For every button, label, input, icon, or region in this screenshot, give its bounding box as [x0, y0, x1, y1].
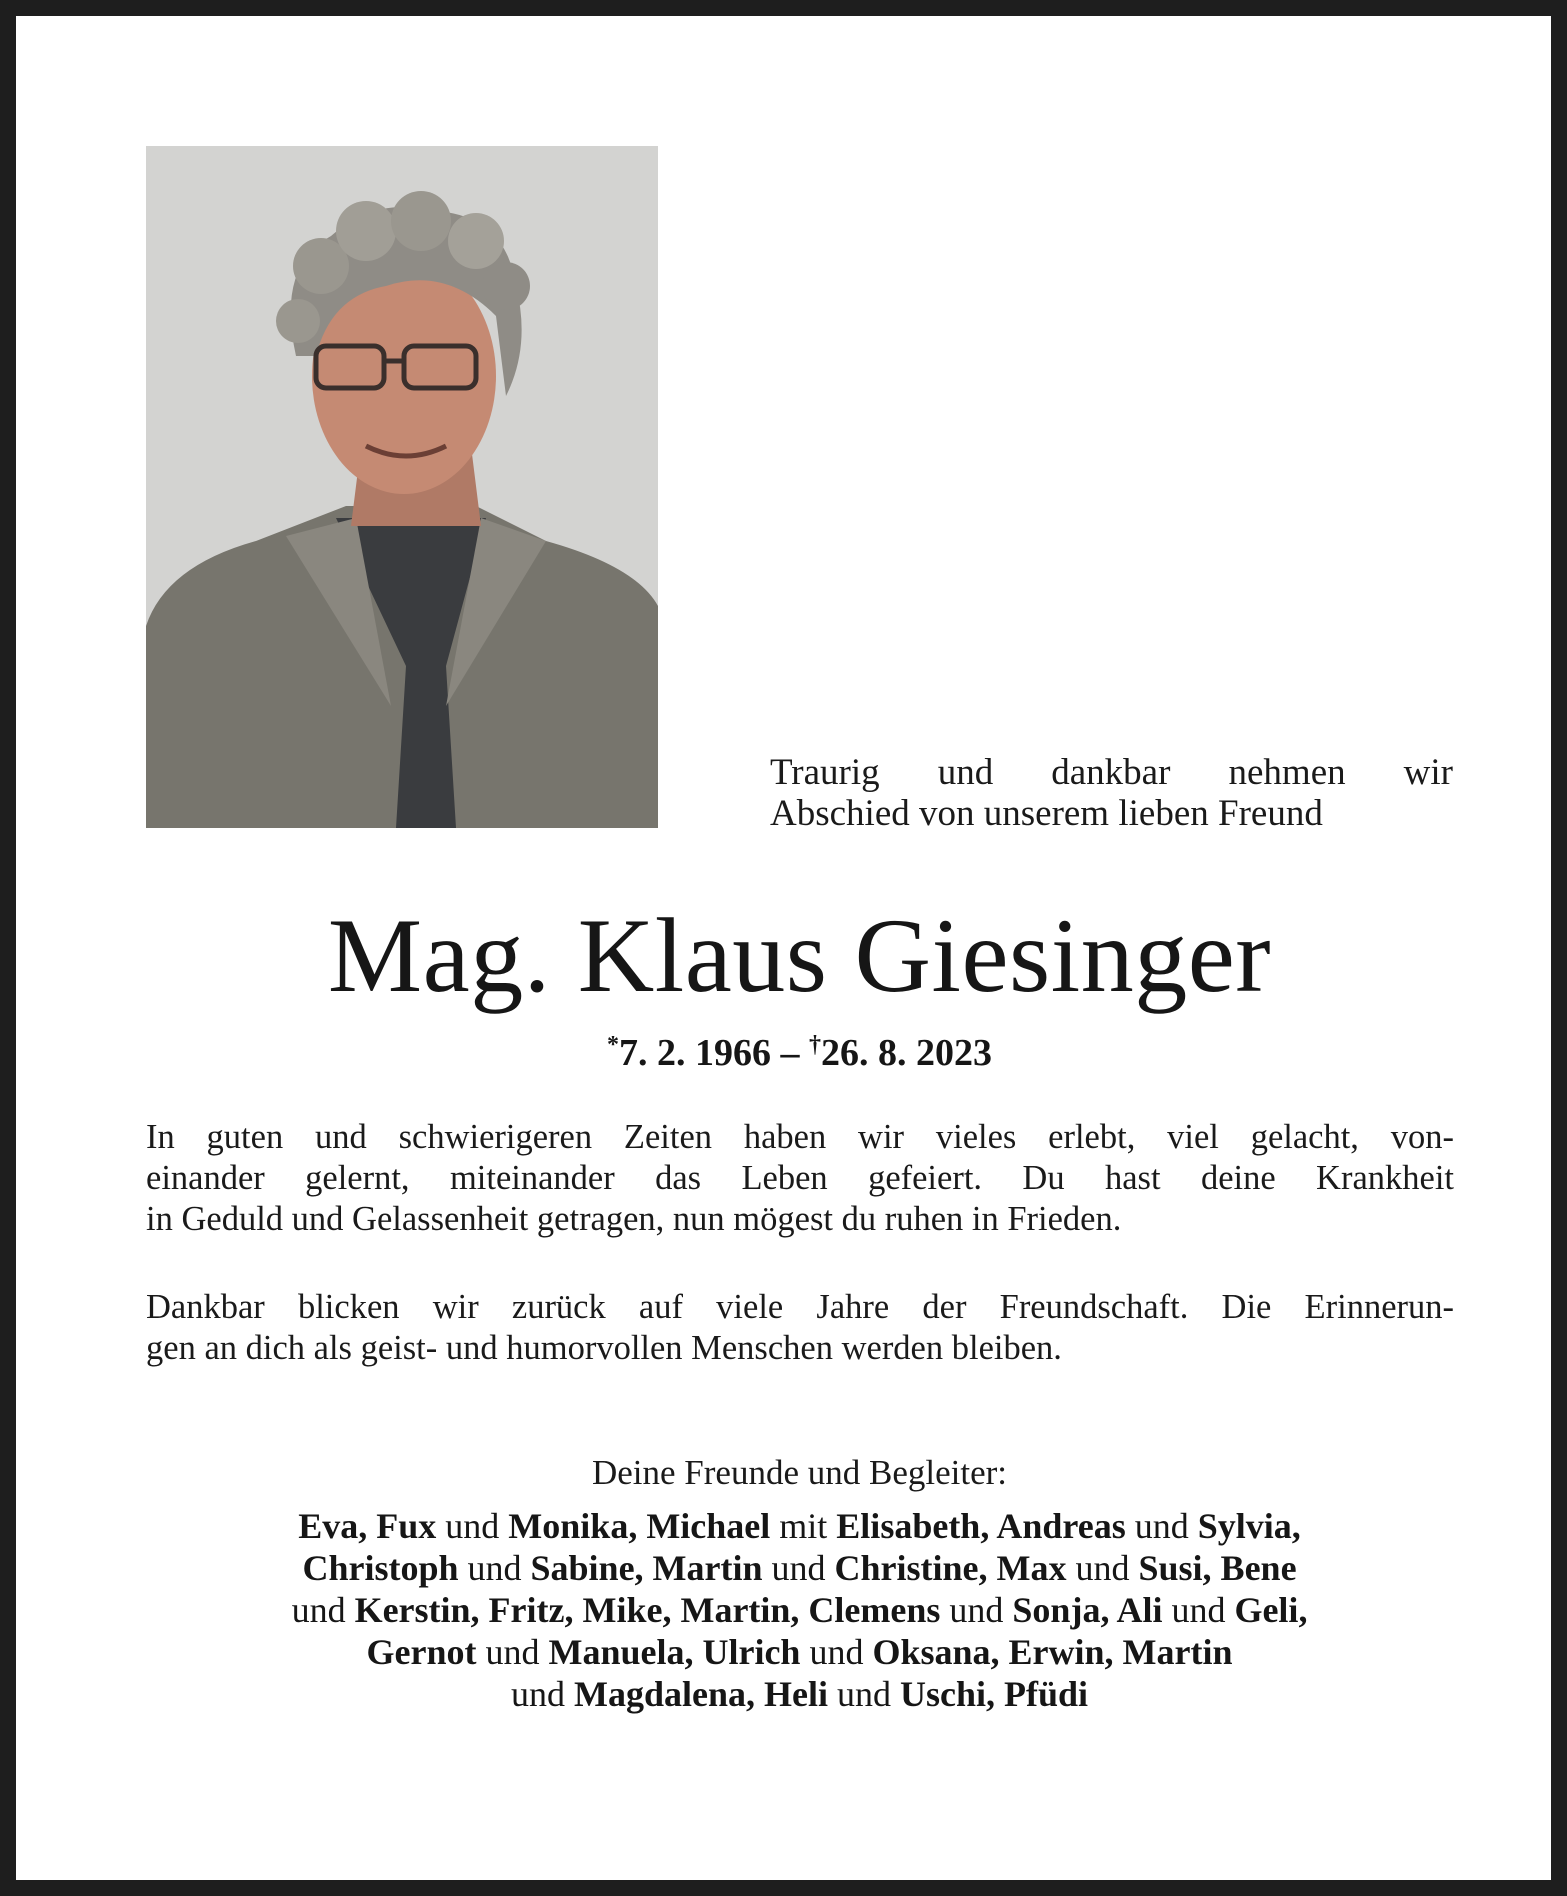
paragraph-line: In guten und schwierigeren Zeiten haben wir vieles erlebt, viel gelacht, von-: [146, 1118, 1454, 1156]
life-dates: [16, 1021, 1567, 1077]
friend-names: Oksana, Erwin, Martin: [872, 1632, 1233, 1672]
portrait-image: [146, 146, 658, 828]
connector-text: und: [827, 1674, 900, 1714]
portrait-photo: [146, 146, 658, 828]
paragraph-line: Dankbar blicken wir zurück auf viele Jahre der Freundschaft. Die Erinnerun-: [146, 1288, 1454, 1326]
friend-names: Kerstin, Fritz, Mike, Martin, Clemens: [354, 1590, 941, 1630]
paragraph-line: in Geduld und Gelassenheit getragen, nun mögest du ruhen in Frieden.: [146, 1200, 1122, 1238]
deceased-name: Mag. Klaus Giesinger: [327, 897, 1272, 1014]
intro-text: [770, 752, 1453, 834]
death-symbol: †: [809, 1032, 821, 1058]
paragraph-gratitude: [146, 1287, 1454, 1369]
friend-names: Gernot: [366, 1632, 477, 1672]
friend-names: Geli,: [1234, 1590, 1308, 1630]
connector-text: und: [800, 1632, 873, 1672]
friend-names: Manuela, Ulrich: [548, 1632, 801, 1672]
date-separator: –: [780, 1032, 800, 1074]
connector-text: mit: [770, 1506, 837, 1546]
paragraph-line: gen an dich als geist- und humorvollen Menschen werden bleiben.: [146, 1329, 1062, 1367]
friend-names: Sabine, Martin: [530, 1548, 763, 1588]
friend-names: Sonja, Ali: [1012, 1590, 1163, 1630]
birth-symbol: *: [607, 1032, 619, 1058]
friend-names: Monika, Michael: [508, 1506, 771, 1546]
friend-names: Uschi, Pfüdi: [899, 1674, 1089, 1714]
friend-names: Christine, Max: [834, 1548, 1067, 1588]
connector-text: und: [940, 1590, 1013, 1630]
friends-heading: Deine Freunde und Begleiter:: [591, 1453, 1007, 1492]
paragraph-memories: [146, 1117, 1454, 1240]
paragraph-line: einander gelernt, miteinander das Leben gefeiert. Du hast deine Krankheit: [146, 1159, 1454, 1197]
connector-text: und: [762, 1548, 835, 1588]
connector-text: und: [476, 1632, 549, 1672]
friends-row: [16, 1589, 1567, 1631]
friend-names: Magdalena, Heli: [573, 1674, 828, 1714]
connector-text: und: [1162, 1590, 1235, 1630]
friends-row: [16, 1673, 1567, 1715]
connector-text: und: [436, 1506, 509, 1546]
friends-row: [16, 1631, 1567, 1673]
connector-text: und: [458, 1548, 531, 1588]
friends-row: [16, 1505, 1567, 1547]
friend-names: Christoph: [302, 1548, 459, 1588]
connector-text: und: [510, 1674, 574, 1714]
death-date: 26. 8. 2023: [821, 1032, 992, 1074]
connector-text: und: [1125, 1506, 1198, 1546]
connector-text: und: [1066, 1548, 1139, 1588]
intro-line-2: Abschied von unserem lieben Freund: [770, 793, 1323, 834]
friends-list: [16, 1505, 1567, 1715]
friend-names: Eva, Fux: [298, 1506, 437, 1546]
friends-row: [16, 1547, 1567, 1589]
connector-text: und: [291, 1590, 355, 1630]
friend-names: Elisabeth, Andreas: [836, 1506, 1126, 1546]
birth-date: 7. 2. 1966: [619, 1032, 771, 1074]
intro-line-1: Traurig und dankbar nehmen wir: [770, 752, 1453, 793]
friend-names: Sylvia,: [1197, 1506, 1301, 1546]
friend-names: Susi, Bene: [1138, 1548, 1297, 1588]
